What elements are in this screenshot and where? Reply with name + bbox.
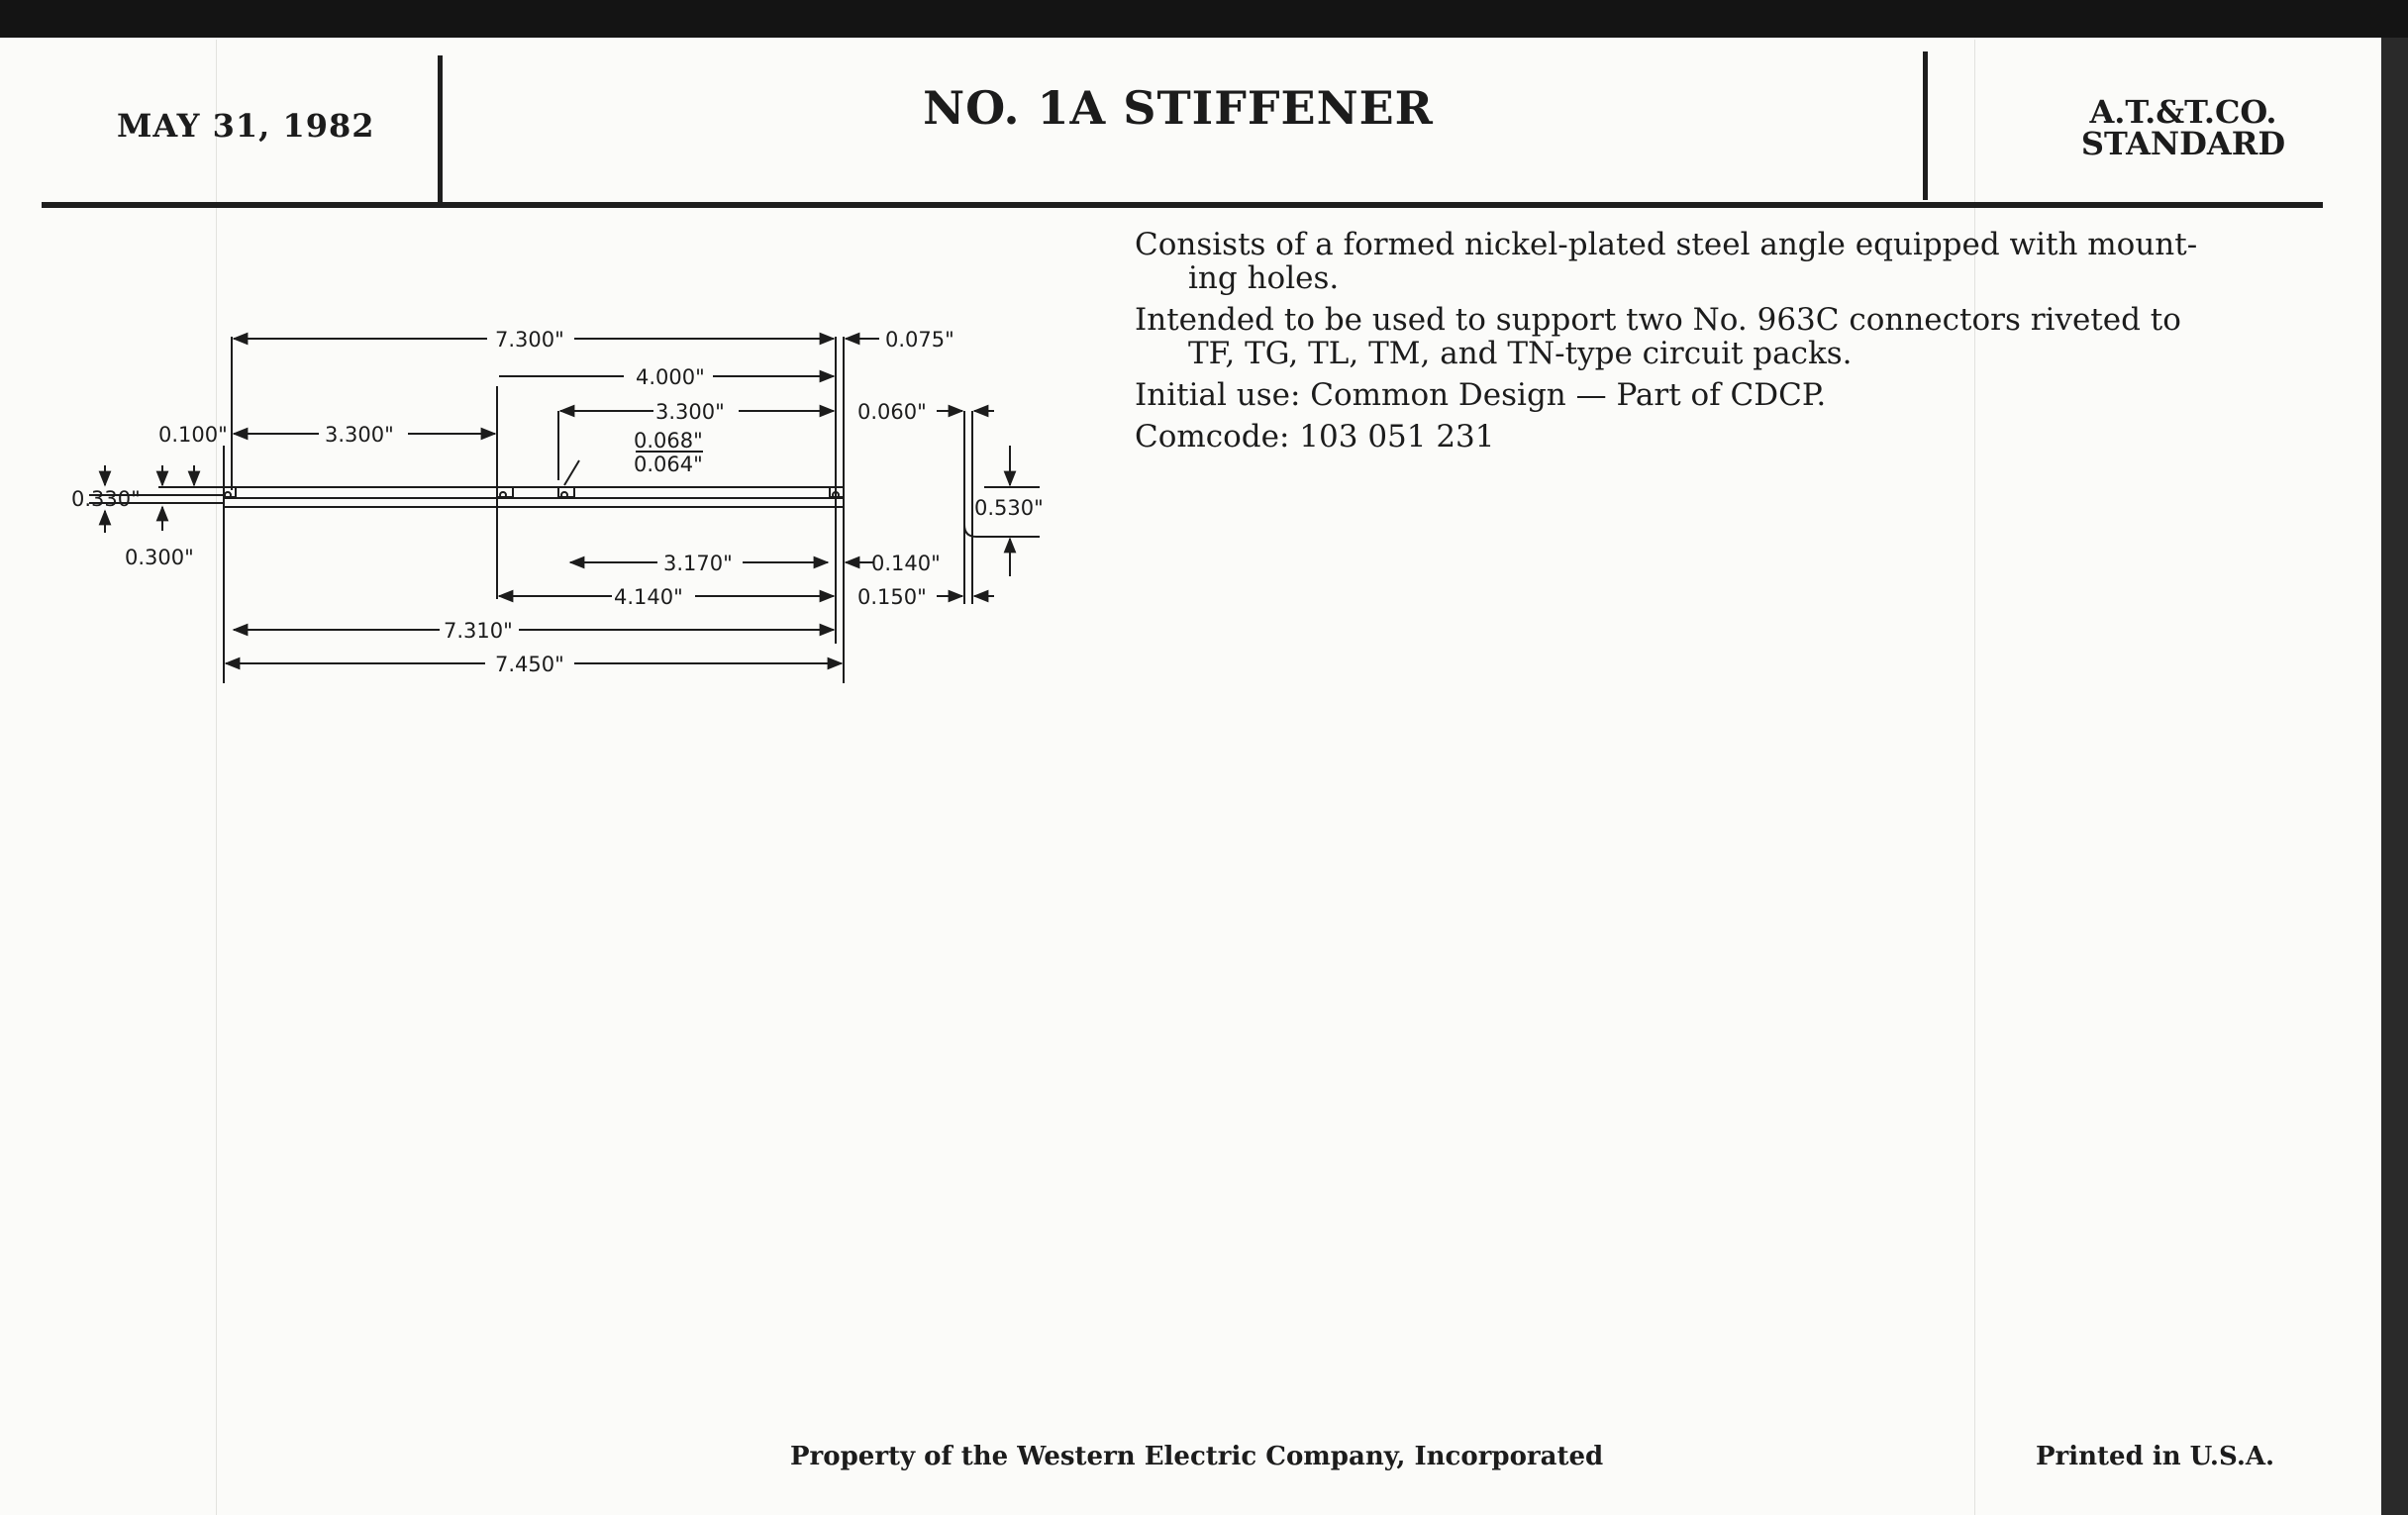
dim-label: 0.060" — [857, 400, 927, 424]
description-line: Intended to be used to support two No. 963C connectors riveted to — [1135, 302, 2181, 338]
dim-label: 0.068" — [634, 429, 703, 453]
scan-edge — [2381, 38, 2408, 1515]
dim-label: 0.150" — [857, 585, 927, 609]
description-paragraph — [1135, 303, 2273, 370]
description-line: ing holes. — [1188, 260, 1340, 296]
standard-label-line2: STANDARD — [2080, 125, 2286, 162]
scan-fold-line — [216, 40, 217, 1515]
initial-use: Initial use: Common Design — Part of CDCP. — [1135, 377, 1827, 413]
header-rule — [42, 202, 2323, 208]
description-paragraph — [1135, 228, 2273, 295]
dim-label: 7.450" — [495, 653, 564, 676]
standard-label-line1: A.T.&T.CO. — [2089, 93, 2277, 131]
dimension-lines — [105, 339, 1010, 663]
dim-label: 7.300" — [495, 328, 564, 352]
dim-label: 0.100" — [158, 423, 228, 447]
dim-label: 3.300" — [325, 423, 394, 447]
description-line: Consists of a formed nickel-plated steel angle equipped with mount- — [1135, 227, 2198, 262]
dim-label: 0.140" — [871, 552, 941, 575]
dim-label: 0.075" — [885, 328, 954, 352]
dim-label: 0.300" — [125, 546, 194, 569]
dim-label: 3.170" — [663, 552, 733, 575]
dim-label: 0.530" — [974, 496, 1044, 520]
sheet-date: MAY 31, 1982 — [117, 107, 375, 145]
page-title: NO. 1A STIFFENER — [923, 81, 1434, 135]
dimension-drawing — [59, 317, 1069, 693]
dim-label: 0.330" — [71, 487, 141, 511]
dim-label: 7.310" — [444, 619, 513, 643]
stiffener-profile — [89, 337, 1040, 683]
description-line: TF, TG, TL, TM, and TN-type circuit packs. — [1188, 336, 1853, 371]
footer-property: Property of the Western Electric Company, Incorporated — [790, 1442, 1604, 1471]
dim-label: 3.300" — [655, 400, 725, 424]
header-divider — [1923, 51, 1928, 200]
dim-label: 4.000" — [636, 365, 705, 389]
dim-label: 0.064" — [634, 453, 703, 476]
dim-label: 4.140" — [614, 585, 683, 609]
comcode: Comcode: 103 051 231 — [1135, 419, 1495, 454]
footer-printed: Printed in U.S.A. — [2036, 1442, 2275, 1471]
